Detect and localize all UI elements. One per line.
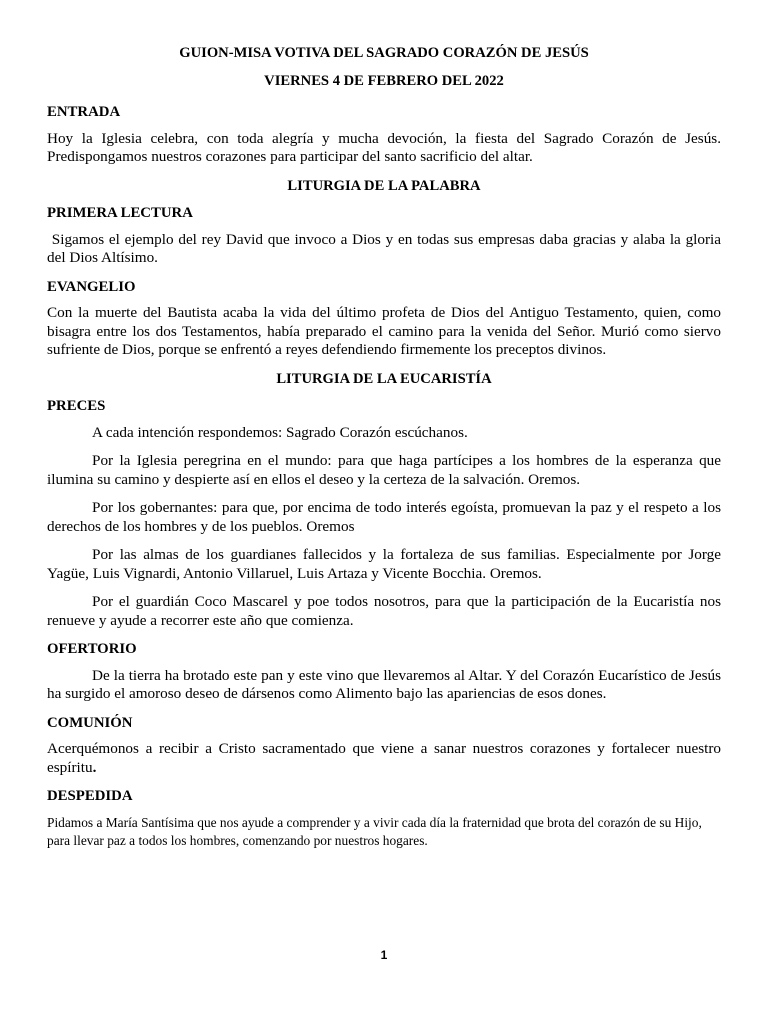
primera-lectura-heading: PRIMERA LECTURA <box>47 205 193 221</box>
preces-item: Por el guardián Coco Mascarel y poe todos nosotros, para que la participación de la Eucaristía nos renueve y ayude a recorrer este año que comienza. <box>47 593 721 629</box>
ofertorio-heading: OFERTORIO <box>47 641 137 657</box>
preces-intro: A cada intención respondemos: Sagrado Corazón escúchanos. <box>92 423 468 441</box>
preces-item: Por los gobernantes: para que, por encima de todo interés egoísta, promuevan la paz y el respeto a los derechos de los hombres y de los pueblos. Oremos <box>47 499 721 535</box>
page-number: 1 <box>380 948 388 962</box>
comunion-period: . <box>92 758 97 776</box>
comunion-heading: COMUNIÓN <box>47 714 133 731</box>
evangelio-text: Con la muerte del Bautista acaba la vida del último profeta de Dios del Antiguo Testamento, quien, como bisagra entre los dos Testamentos, había preparado el camino para la venida del Señor. Murió como siervo sufriente de Dios, porque se enfrentó a reyes defendiendo firmemente los preceptos divinos. <box>47 304 721 358</box>
preces-heading: PRECES <box>47 398 106 414</box>
document-date: VIERNES 4 DE FEBRERO DEL 2022 <box>264 72 504 89</box>
entrada-text: Hoy la Iglesia celebra, con toda alegría y mucha devoción, la fiesta del Sagrado Corazón de Jesús. Predispongamos nuestros corazones para participar del santo sacrificio del altar. <box>47 129 721 165</box>
preces-item: Por la Iglesia peregrina en el mundo: para que haga partícipes a los hombres de la esperanza que ilumina su camino y despierte así en ellos el deseo y la certeza de la salvación. Oremos. <box>47 452 721 488</box>
preces-item: Por las almas de los guardianes fallecidos y la fortaleza de sus familias. Especialmente por Jorge Yagüe, Luis Vignardi, Antonio Villaruel, Luis Artaza y Vicente Bocchia. Oremos. <box>47 546 721 582</box>
entrada-heading: ENTRADA <box>47 104 121 120</box>
comunion-paragraph <box>47 740 721 777</box>
document-title: GUION-MISA VOTIVA DEL SAGRADO CORAZÓN DE JESÚS <box>179 45 589 61</box>
despedida-heading: DESPEDIDA <box>47 788 133 804</box>
liturgia-palabra-heading: LITURGIA DE LA PALABRA <box>287 177 481 194</box>
primera-lectura-text: Sigamos el ejemplo del rey David que invoco a Dios y en todas sus empresas daba gracias y alaba la gloria del Dios Altísimo. <box>47 230 725 266</box>
document-page <box>47 44 725 860</box>
comunion-text: Acerquémonos a recibir a Cristo sacramentado que viene a sanar nuestros corazones y fortalecer nuestro espíritu <box>47 740 721 776</box>
liturgia-eucaristia-heading: LITURGIA DE LA EUCARISTÍA <box>276 370 492 387</box>
evangelio-heading: EVANGELIO <box>47 278 136 295</box>
ofertorio-text: De la tierra ha brotado este pan y este vino que llevaremos al Altar. Y del Corazón Eucarístico de Jesús ha surgido el amoroso deseo de dársenos como Alimento bajo las apariencias de esos dones. <box>47 666 721 702</box>
despedida-text: Pidamos a María Santísima que nos ayude a comprender y a vivir cada día la fraternidad que brota del corazón de su Hijo, para llevar paz a todos los hombres, comenzando por nuestros hogares. <box>47 814 702 848</box>
